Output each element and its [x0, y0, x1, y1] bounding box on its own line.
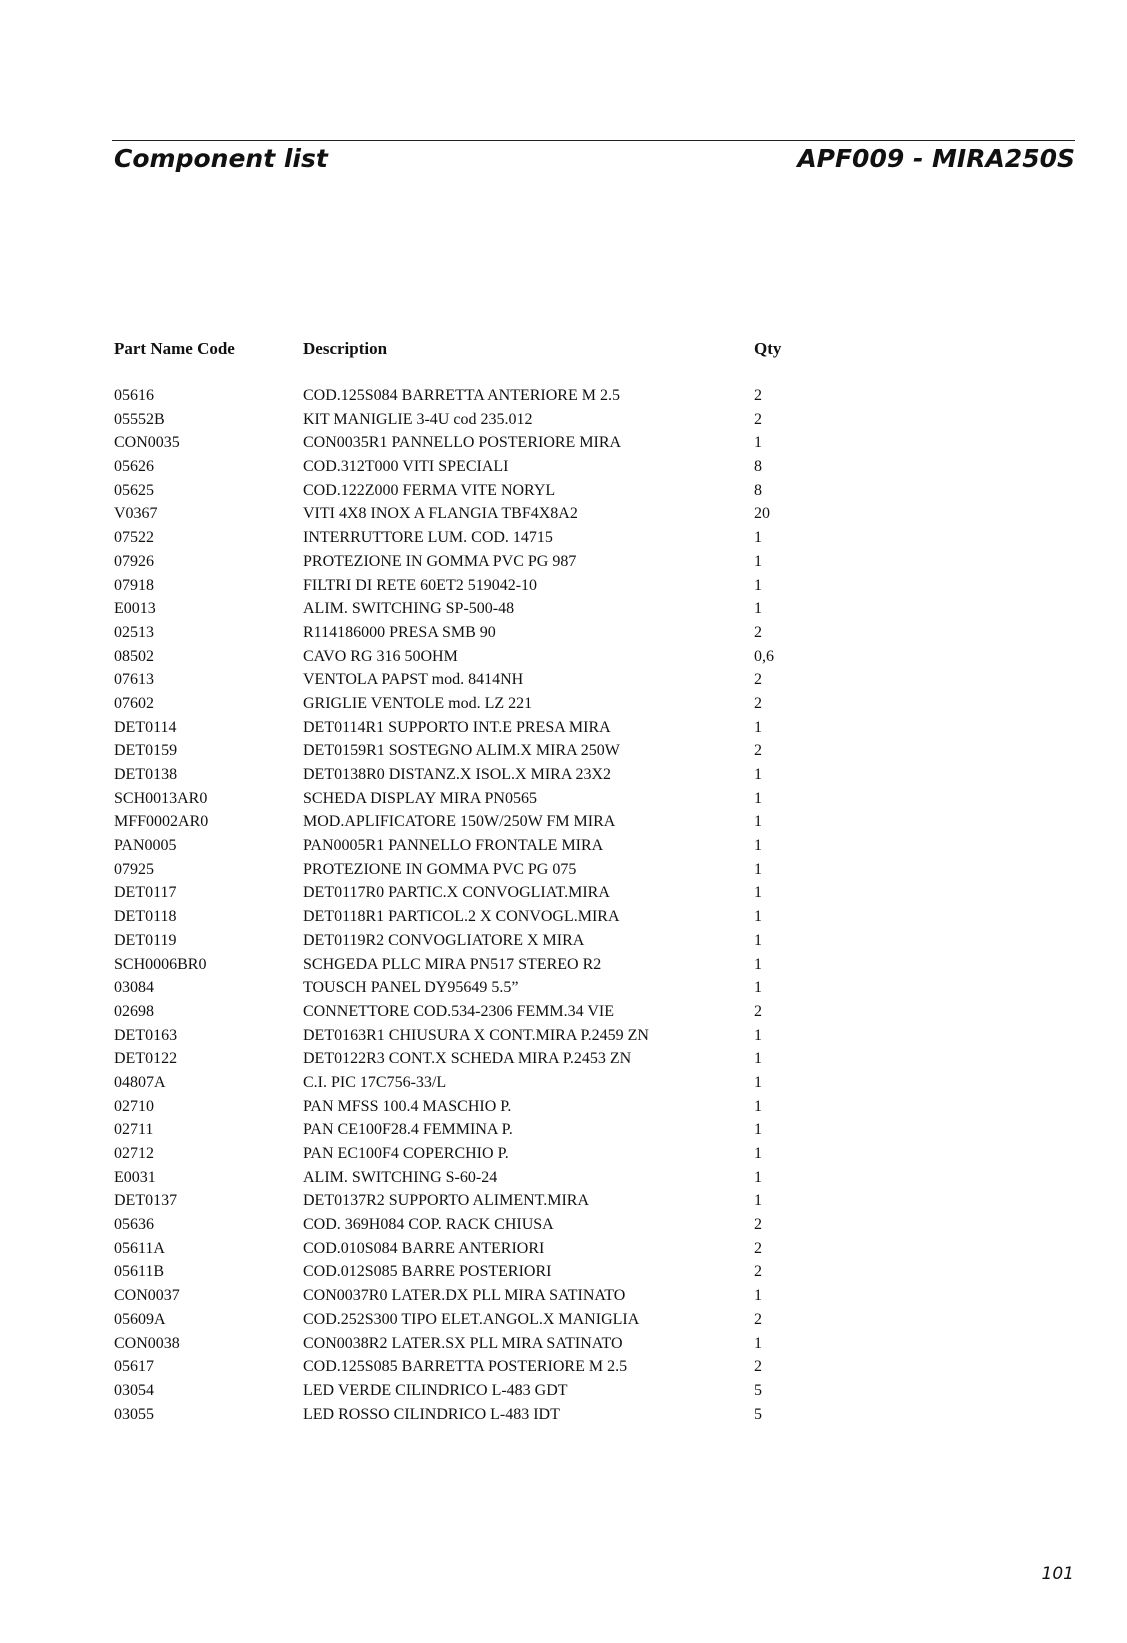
qty-cell: 1: [754, 766, 762, 783]
description-cell: PAN CE100F28.4 FEMMINA P.: [303, 1121, 513, 1139]
part-code-cell: DET0114: [114, 718, 177, 736]
qty-cell: 2: [754, 1263, 762, 1281]
description-cell: CON0038R2 LATER.SX PLL MIRA SATINATO: [303, 1334, 623, 1352]
part-code-cell: 07926: [114, 552, 154, 570]
column-header-description: Description: [303, 339, 388, 358]
header-rule: [112, 140, 1075, 141]
description-cell: LED VERDE CILINDRICO L-483 GDT: [303, 1381, 568, 1399]
qty-cell: 8: [754, 458, 762, 476]
qty-cell: 1: [754, 789, 762, 807]
description-cell: COD.125S085 BARRETTA POSTERIORE M 2.5: [303, 1358, 628, 1376]
qty-cell: 1: [754, 979, 762, 997]
description-cell: COD.012S085 BARRE POSTERIORI: [303, 1263, 552, 1281]
part-code-cell: E0031: [114, 1168, 156, 1186]
part-code-cell: 05626: [114, 458, 154, 476]
qty-cell: 1: [754, 529, 762, 547]
table-row: [0, 692, 1127, 716]
description-cell: PAN MFSS 100.4 MASCHIO P.: [303, 1097, 512, 1115]
table-row: [0, 1379, 1127, 1403]
table-row: [0, 1142, 1127, 1166]
column-header-qty: Qty: [754, 339, 782, 358]
table-header: [0, 336, 1127, 362]
part-code-cell: E0013: [114, 600, 156, 618]
table-row: [0, 976, 1127, 1000]
part-code-cell: SCH0013AR0: [114, 789, 208, 807]
part-code-cell: 07925: [114, 860, 154, 878]
qty-cell: 1: [754, 884, 762, 902]
description-cell: COD. 369H084 COP. RACK CHIUSA: [303, 1216, 554, 1234]
qty-cell: 2: [754, 694, 762, 712]
description-cell: R114186000 PRESA SMB 90: [303, 623, 496, 641]
description-cell: CON0037R0 LATER.DX PLL MIRA SATINATO: [303, 1287, 626, 1305]
table-row: [0, 763, 1127, 787]
qty-cell: 1: [754, 1097, 762, 1115]
part-code-cell: 02711: [114, 1121, 154, 1139]
qty-cell: 2: [754, 1216, 762, 1234]
part-code-cell: 07918: [114, 576, 154, 594]
description-cell: INTERRUTTORE LUM. COD. 14715: [303, 529, 553, 547]
qty-cell: 1: [754, 1145, 762, 1162]
table-row: [0, 858, 1127, 882]
qty-cell: 2: [754, 671, 762, 689]
description-cell: COD.122Z000 FERMA VITE NORYL: [303, 481, 556, 499]
part-code-cell: 05617: [114, 1358, 154, 1376]
description-cell: DET0122R3 CONT.X SCHEDA MIRA P.2453 ZN: [303, 1050, 632, 1068]
qty-cell: 8: [754, 481, 762, 499]
qty-cell: 1: [754, 1168, 762, 1186]
table-row: [0, 881, 1127, 905]
part-code-cell: 02698: [114, 1002, 154, 1020]
qty-cell: 2: [754, 410, 762, 428]
qty-cell: 1: [754, 1287, 762, 1305]
description-cell: COD.125S084 BARRETTA ANTERIORE M 2.5: [303, 387, 620, 404]
description-cell: DET0138R0 DISTANZ.X ISOL.X MIRA 23X2: [303, 766, 612, 783]
table-row: [0, 953, 1127, 977]
description-cell: KIT MANIGLIE 3-4U cod 235.012: [303, 410, 533, 428]
qty-cell: 1: [754, 908, 762, 926]
part-code-cell: V0367: [114, 505, 158, 523]
description-cell: LED ROSSO CILINDRICO L-483 IDT: [303, 1405, 560, 1423]
description-cell: CONNETTORE COD.534-2306 FEMM.34 VIE: [303, 1002, 614, 1020]
qty-cell: 2: [754, 1002, 762, 1020]
part-code-cell: DET0118: [114, 908, 177, 926]
part-code-cell: DET0163: [114, 1026, 178, 1044]
page-number: 101: [1041, 1564, 1074, 1584]
part-code-cell: 07522: [114, 529, 154, 547]
description-cell: VENTOLA PAPST mod. 8414NH: [303, 671, 524, 689]
description-cell: DET0119R2 CONVOGLIATORE X MIRA: [303, 931, 585, 949]
description-cell: PAN EC100F4 COPERCHIO P.: [303, 1145, 509, 1162]
table-row: [0, 1355, 1127, 1379]
qty-cell: 1: [754, 1121, 762, 1139]
qty-cell: 2: [754, 387, 762, 404]
description-cell: FILTRI DI RETE 60ET2 519042-10: [303, 576, 538, 594]
qty-cell: 1: [754, 552, 762, 570]
table-row: [0, 1332, 1127, 1356]
description-cell: DET0118R1 PARTICOL.2 X CONVOGL.MIRA: [303, 908, 620, 926]
part-code-cell: CON0035: [114, 434, 180, 452]
table-row: [0, 929, 1127, 953]
table-row: [0, 455, 1127, 479]
table-row: [0, 716, 1127, 740]
table-row: [0, 645, 1127, 669]
qty-cell: 0,6: [754, 647, 774, 665]
table-row: [0, 1095, 1127, 1119]
qty-cell: 1: [754, 1026, 762, 1044]
qty-cell: 1: [754, 837, 762, 855]
part-code-cell: 05609A: [114, 1310, 166, 1328]
description-cell: ALIM. SWITCHING SP-500-48: [303, 600, 515, 618]
part-code-cell: 03055: [114, 1405, 154, 1423]
table-row: [0, 739, 1127, 763]
qty-cell: 2: [754, 1310, 762, 1328]
description-cell: VITI 4X8 INOX A FLANGIA TBF4X8A2: [303, 505, 578, 523]
part-code-cell: DET0138: [114, 766, 178, 783]
part-code-cell: 02513: [114, 623, 154, 641]
description-cell: COD.010S084 BARRE ANTERIORI: [303, 1239, 545, 1257]
qty-cell: 1: [754, 813, 762, 831]
table-row: [0, 550, 1127, 574]
table-row: [0, 905, 1127, 929]
qty-cell: 2: [754, 1358, 762, 1376]
part-code-cell: 05625: [114, 481, 154, 499]
table-row: [0, 526, 1127, 550]
description-cell: DET0159R1 SOSTEGNO ALIM.X MIRA 250W: [303, 742, 620, 760]
part-code-cell: 05552B: [114, 410, 165, 428]
table-row: [0, 1260, 1127, 1284]
qty-cell: 2: [754, 1239, 762, 1257]
table-row: [0, 1118, 1127, 1142]
description-cell: PROTEZIONE IN GOMMA PVC PG 987: [303, 552, 577, 570]
qty-cell: 1: [754, 600, 762, 618]
part-code-cell: 07602: [114, 694, 154, 712]
qty-cell: 1: [754, 931, 762, 949]
part-code-cell: 03084: [114, 979, 154, 997]
column-header-code: Part Name Code: [114, 339, 235, 358]
table-row: [0, 574, 1127, 598]
qty-cell: 1: [754, 434, 762, 452]
part-code-cell: DET0159: [114, 742, 178, 760]
qty-cell: 1: [754, 1073, 762, 1091]
table-row: [0, 1166, 1127, 1190]
qty-cell: 5: [754, 1405, 762, 1423]
description-cell: SCHGEDA PLLC MIRA PN517 STEREO R2: [303, 955, 602, 973]
table-row: [0, 1284, 1127, 1308]
description-cell: ALIM. SWITCHING S-60-24: [303, 1168, 498, 1186]
table-row: [0, 1047, 1127, 1071]
table-row: [0, 668, 1127, 692]
qty-cell: 2: [754, 623, 762, 641]
table-row: [0, 1403, 1127, 1427]
table-row: [0, 502, 1127, 526]
qty-cell: 1: [754, 718, 762, 736]
description-cell: GRIGLIE VENTOLE mod. LZ 221: [303, 694, 533, 712]
table-row: [0, 1213, 1127, 1237]
part-code-cell: CON0037: [114, 1287, 180, 1305]
part-code-cell: PAN0005: [114, 837, 177, 855]
description-cell: MOD.APLIFICATORE 150W/250W FM MIRA: [303, 813, 616, 831]
table-row: [0, 479, 1127, 503]
table-row: [0, 810, 1127, 834]
model-title: APF009 - MIRA250S: [797, 144, 1075, 173]
table-row: [0, 431, 1127, 455]
table-row: [0, 1189, 1127, 1213]
description-cell: DET0137R2 SUPPORTO ALIMENT.MIRA: [303, 1192, 590, 1210]
description-cell: C.I. PIC 17C756-33/L: [303, 1073, 447, 1091]
description-cell: COD.252S300 TIPO ELET.ANGOL.X MANIGLIA: [303, 1310, 640, 1328]
table-row: [0, 621, 1127, 645]
qty-cell: 1: [754, 576, 762, 594]
qty-cell: 2: [754, 742, 762, 760]
description-cell: DET0163R1 CHIUSURA X CONT.MIRA P.2459 ZN: [303, 1026, 649, 1044]
qty-cell: 1: [754, 860, 762, 878]
description-cell: CON0035R1 PANNELLO POSTERIORE MIRA: [303, 434, 622, 452]
part-code-cell: 02710: [114, 1097, 154, 1115]
part-code-cell: 05616: [114, 387, 154, 404]
component-table: [0, 384, 1127, 1426]
table-row: [0, 1024, 1127, 1048]
part-code-cell: 08502: [114, 647, 154, 665]
description-cell: SCHEDA DISPLAY MIRA PN0565: [303, 789, 537, 807]
qty-cell: 1: [754, 955, 762, 973]
table-row: [0, 408, 1127, 432]
part-code-cell: DET0137: [114, 1192, 178, 1210]
description-cell: DET0117R0 PARTIC.X CONVOGLIAT.MIRA: [303, 884, 610, 902]
part-code-cell: 02712: [114, 1145, 154, 1162]
part-code-cell: 03054: [114, 1381, 154, 1399]
table-row: [0, 834, 1127, 858]
description-cell: TOUSCH PANEL DY95649 5.5”: [303, 979, 519, 997]
part-code-cell: SCH0006BR0: [114, 955, 207, 973]
table-row: [0, 597, 1127, 621]
description-cell: CAVO RG 316 50OHM: [303, 647, 458, 665]
table-row: [0, 1000, 1127, 1024]
part-code-cell: 04807A: [114, 1073, 166, 1091]
qty-cell: 1: [754, 1334, 762, 1352]
qty-cell: 1: [754, 1192, 762, 1210]
part-code-cell: 05636: [114, 1216, 154, 1234]
qty-cell: 5: [754, 1381, 762, 1399]
part-code-cell: DET0117: [114, 884, 177, 902]
part-code-cell: 07613: [114, 671, 154, 689]
qty-cell: 20: [754, 505, 770, 523]
qty-cell: 1: [754, 1050, 762, 1068]
description-cell: PROTEZIONE IN GOMMA PVC PG 075: [303, 860, 577, 878]
description-cell: COD.312T000 VITI SPECIALI: [303, 458, 509, 476]
table-row: [0, 787, 1127, 811]
page-title: Component list: [114, 144, 328, 173]
part-code-cell: DET0119: [114, 931, 177, 949]
part-code-cell: CON0038: [114, 1334, 180, 1352]
part-code-cell: 05611B: [114, 1263, 165, 1281]
part-code-cell: DET0122: [114, 1050, 178, 1068]
table-row: [0, 1237, 1127, 1261]
description-cell: PAN0005R1 PANNELLO FRONTALE MIRA: [303, 837, 604, 855]
table-row: [0, 384, 1127, 408]
description-cell: DET0114R1 SUPPORTO INT.E PRESA MIRA: [303, 718, 611, 736]
part-code-cell: 05611A: [114, 1239, 165, 1257]
table-row: [0, 1308, 1127, 1332]
part-code-cell: MFF0002AR0: [114, 813, 209, 831]
table-row: [0, 1071, 1127, 1095]
